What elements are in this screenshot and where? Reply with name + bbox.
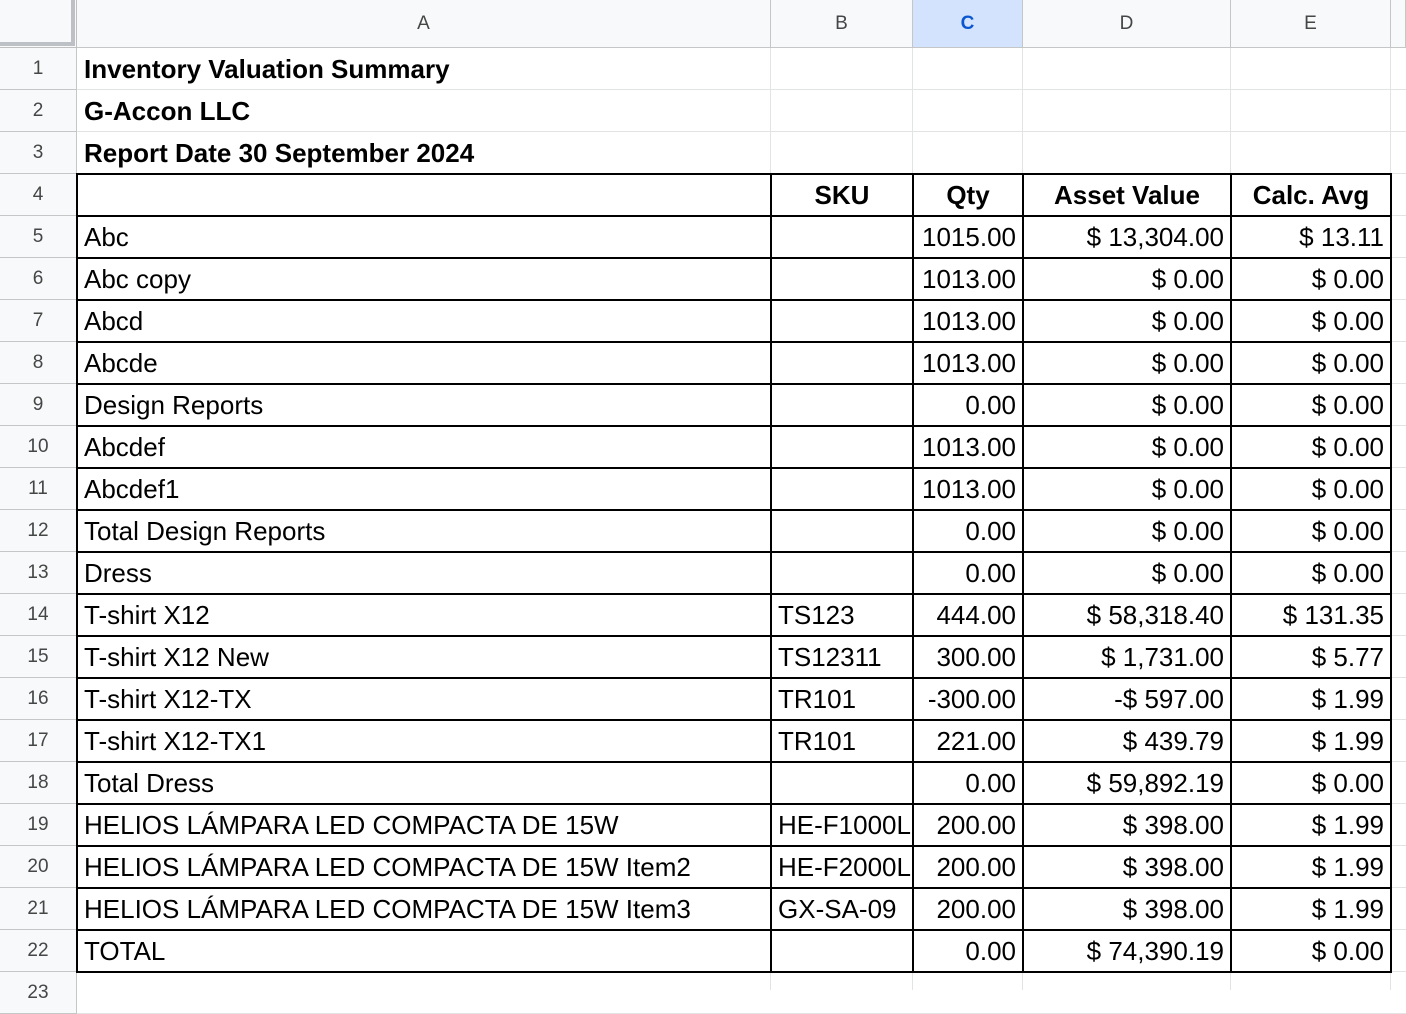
column-header-b[interactable]: B (771, 0, 913, 48)
cell-item-name[interactable]: T-shirt X12-TX1 (84, 725, 267, 756)
table-border-horizontal (76, 467, 1392, 469)
table-border-horizontal (76, 299, 1392, 301)
column-header-extra (1391, 0, 1406, 48)
cell-asset-value[interactable]: -$ 597.00 (1114, 683, 1224, 714)
header-cell-asset-value[interactable]: Asset Value (1054, 179, 1200, 210)
row-header-16[interactable]: 16 (0, 678, 77, 720)
cell-item-name[interactable]: T-shirt X12 New (84, 641, 269, 672)
cell-asset-value[interactable]: $ 74,390.19 (1086, 935, 1224, 966)
cell-qty[interactable]: 1013.00 (922, 263, 1016, 294)
cell-sku[interactable] (771, 384, 913, 426)
cell-qty[interactable]: 0.00 (965, 767, 1016, 798)
table-border-horizontal (76, 887, 1392, 889)
cell-item-name[interactable]: HELIOS LÁMPARA LED COMPACTA DE 15W Item3 (84, 893, 691, 924)
cell-item-name[interactable]: HELIOS LÁMPARA LED COMPACTA DE 15W (84, 809, 619, 840)
table-border-vertical (1230, 173, 1232, 973)
cell-calc-avg[interactable]: $ 0.00 (1311, 557, 1384, 588)
row-header-12[interactable]: 12 (0, 510, 77, 552)
cell-item-name[interactable]: Abc (84, 221, 129, 252)
column-header-e[interactable]: E (1231, 0, 1391, 48)
table-border-horizontal (76, 509, 1392, 511)
row-header-15[interactable]: 15 (0, 636, 77, 678)
row-header-22[interactable]: 22 (0, 930, 77, 972)
cell-calc-avg[interactable]: $ 5.77 (1311, 641, 1384, 672)
cell-qty[interactable]: 0.00 (965, 389, 1016, 420)
row-header-4[interactable]: 4 (0, 174, 77, 216)
cell-sku[interactable] (771, 762, 913, 804)
cell-item-name[interactable]: T-shirt X12 (84, 599, 210, 630)
cell-sku[interactable] (771, 510, 913, 552)
title-row-1[interactable]: Inventory Valuation Summary (84, 53, 450, 84)
cell-calc-avg[interactable]: $ 0.00 (1311, 263, 1384, 294)
table-border-horizontal (76, 971, 1392, 973)
cell-asset-value[interactable]: $ 0.00 (1151, 557, 1224, 588)
row-header-13[interactable]: 13 (0, 552, 77, 594)
header-cell-name[interactable] (77, 174, 771, 216)
cell-calc-avg[interactable]: $ 0.00 (1311, 389, 1384, 420)
cell-sku[interactable] (771, 552, 913, 594)
cell-item-name[interactable]: Total Design Reports (84, 515, 326, 546)
cell-asset-value[interactable]: $ 398.00 (1122, 809, 1224, 840)
cell-asset-value[interactable]: $ 0.00 (1151, 515, 1224, 546)
cell-sku[interactable] (771, 930, 913, 972)
cell-qty[interactable]: 200.00 (936, 893, 1016, 924)
cell-item-name[interactable]: T-shirt X12-TX (84, 683, 252, 714)
table-border-horizontal (76, 215, 1392, 217)
header-cell-sku[interactable]: SKU (814, 179, 870, 210)
cell-item-name[interactable]: Total Dress (84, 767, 215, 798)
cell-asset-value[interactable]: $ 13,304.00 (1086, 221, 1224, 252)
cell-item-name[interactable]: Design Reports (84, 389, 264, 420)
cell-sku[interactable]: TS12311 (778, 641, 882, 672)
cell-calc-avg[interactable]: $ 1.99 (1311, 725, 1384, 756)
cell-asset-value[interactable]: $ 0.00 (1151, 347, 1224, 378)
table-border-horizontal (76, 425, 1392, 427)
column-header-a[interactable]: A (77, 0, 771, 48)
table-border-horizontal (76, 551, 1392, 553)
row-header-11[interactable]: 11 (0, 468, 77, 510)
cell-item-name[interactable]: Abcde (84, 347, 158, 378)
table-border-horizontal (76, 719, 1392, 721)
cell-sku[interactable]: TR101 (778, 725, 857, 756)
cell-sku[interactable]: HE-F1000L (778, 809, 911, 840)
table-border-vertical (76, 173, 78, 973)
row-header-14[interactable]: 14 (0, 594, 77, 636)
cell-item-name[interactable]: TOTAL (84, 935, 166, 966)
cell-sku[interactable] (771, 426, 913, 468)
cell-asset-value[interactable]: $ 398.00 (1122, 893, 1224, 924)
table-border-horizontal (76, 929, 1392, 931)
row-header-19[interactable]: 19 (0, 804, 77, 846)
cell-qty[interactable]: 1013.00 (922, 347, 1016, 378)
cell-item-name[interactable]: Dress (84, 557, 152, 588)
cell-asset-value[interactable]: $ 439.79 (1122, 725, 1224, 756)
title-row-3[interactable]: Report Date 30 September 2024 (84, 137, 475, 168)
table-border-vertical (770, 173, 772, 973)
cell-sku[interactable]: GX-SA-09 (778, 893, 897, 924)
row-header-1[interactable]: 1 (0, 48, 77, 90)
table-border-horizontal (76, 383, 1392, 385)
cell-asset-value[interactable]: $ 58,318.40 (1086, 599, 1224, 630)
cell-calc-avg[interactable]: $ 131.35 (1282, 599, 1384, 630)
table-border-horizontal (76, 677, 1392, 679)
table-border-horizontal (76, 341, 1392, 343)
header-cell-calc-avg[interactable]: Calc. Avg (1252, 179, 1370, 210)
cell-qty[interactable]: 0.00 (965, 515, 1016, 546)
cell-qty[interactable]: 1015.00 (922, 221, 1016, 252)
cell-calc-avg[interactable]: $ 1.99 (1311, 809, 1384, 840)
cell-sku[interactable]: TS123 (778, 599, 855, 630)
table-border-vertical (912, 173, 914, 973)
row-header-5[interactable]: 5 (0, 216, 77, 258)
cell-qty[interactable]: 200.00 (936, 809, 1016, 840)
row-header-10[interactable]: 10 (0, 426, 77, 468)
table-border-horizontal (76, 257, 1392, 259)
cell-sku[interactable] (771, 216, 913, 258)
cell-asset-value[interactable]: $ 0.00 (1151, 431, 1224, 462)
row-header-17[interactable]: 17 (0, 720, 77, 762)
table-border-horizontal (76, 173, 1392, 175)
table-border-horizontal (76, 803, 1392, 805)
cell-calc-avg[interactable]: $ 1.99 (1311, 851, 1384, 882)
cell-sku[interactable]: HE-F2000L (778, 851, 911, 882)
cell-qty[interactable]: 0.00 (965, 935, 1016, 966)
row-header-23[interactable]: 23 (0, 972, 77, 1014)
cell-qty[interactable]: 1013.00 (922, 473, 1016, 504)
cell-calc-avg[interactable]: $ 1.99 (1311, 893, 1384, 924)
cell-qty[interactable]: 1013.00 (922, 431, 1016, 462)
cell-calc-avg[interactable]: $ 0.00 (1311, 431, 1384, 462)
cell-item-name[interactable]: Abcdef1 (84, 473, 180, 504)
cell-qty[interactable]: 1013.00 (922, 305, 1016, 336)
cell-item-name[interactable]: Abcd (84, 305, 144, 336)
row-header-20[interactable]: 20 (0, 846, 77, 888)
row-header-6[interactable]: 6 (0, 258, 77, 300)
row-header-3[interactable]: 3 (0, 132, 77, 174)
cell-asset-value[interactable]: $ 1,731.00 (1101, 641, 1224, 672)
row-header-9[interactable]: 9 (0, 384, 77, 426)
cell-calc-avg[interactable]: $ 0.00 (1311, 305, 1384, 336)
cell-item-name[interactable]: Abcdef (84, 431, 165, 462)
row-header-7[interactable]: 7 (0, 300, 77, 342)
cell-calc-avg[interactable]: $ 0.00 (1311, 515, 1384, 546)
table-border-horizontal (76, 593, 1392, 595)
cell-asset-value[interactable]: $ 59,892.19 (1086, 767, 1224, 798)
cell-asset-value[interactable]: $ 0.00 (1151, 305, 1224, 336)
cell-asset-value[interactable]: $ 0.00 (1151, 263, 1224, 294)
table-border-vertical (1022, 173, 1024, 973)
cell-qty[interactable]: 200.00 (936, 851, 1016, 882)
title-row-2[interactable]: G-Accon LLC (84, 95, 251, 126)
cell-calc-avg[interactable]: $ 13.11 (1299, 221, 1384, 252)
row-header-2[interactable]: 2 (0, 90, 77, 132)
table-border-horizontal (76, 845, 1392, 847)
column-header-c[interactable]: C (913, 0, 1023, 48)
cell-calc-avg[interactable]: $ 0.00 (1311, 935, 1384, 966)
cell-calc-avg[interactable]: $ 0.00 (1311, 767, 1384, 798)
cell-qty[interactable]: 221.00 (936, 725, 1016, 756)
table-border-horizontal (76, 635, 1392, 637)
cell-qty[interactable]: 0.00 (965, 557, 1016, 588)
cell-qty[interactable]: 444.00 (936, 599, 1016, 630)
row-header-8[interactable]: 8 (0, 342, 77, 384)
cell-calc-avg[interactable]: $ 1.99 (1311, 683, 1384, 714)
column-header-d[interactable]: D (1023, 0, 1231, 48)
table-border-horizontal (76, 761, 1392, 763)
cell-item-name[interactable]: HELIOS LÁMPARA LED COMPACTA DE 15W Item2 (84, 851, 691, 882)
cell-asset-value[interactable]: $ 398.00 (1122, 851, 1224, 882)
cell-sku[interactable] (771, 300, 913, 342)
row-header-18[interactable]: 18 (0, 762, 77, 804)
cell-sku[interactable] (771, 468, 913, 510)
cell-asset-value[interactable]: $ 0.00 (1151, 389, 1224, 420)
row-header-21[interactable]: 21 (0, 888, 77, 930)
cell-qty[interactable]: 300.00 (936, 641, 1016, 672)
cell-sku[interactable]: TR101 (778, 683, 857, 714)
cell-sku[interactable] (771, 342, 913, 384)
select-all-corner[interactable] (0, 0, 77, 48)
header-cell-qty[interactable]: Qty (946, 179, 990, 210)
cell-asset-value[interactable]: $ 0.00 (1151, 473, 1224, 504)
cell-qty[interactable]: -300.00 (927, 683, 1016, 714)
table-border-vertical (1390, 173, 1392, 973)
cell-item-name[interactable]: Abc copy (84, 263, 191, 294)
cell-sku[interactable] (771, 258, 913, 300)
cell-calc-avg[interactable]: $ 0.00 (1311, 473, 1384, 504)
cell-calc-avg[interactable]: $ 0.00 (1311, 347, 1384, 378)
